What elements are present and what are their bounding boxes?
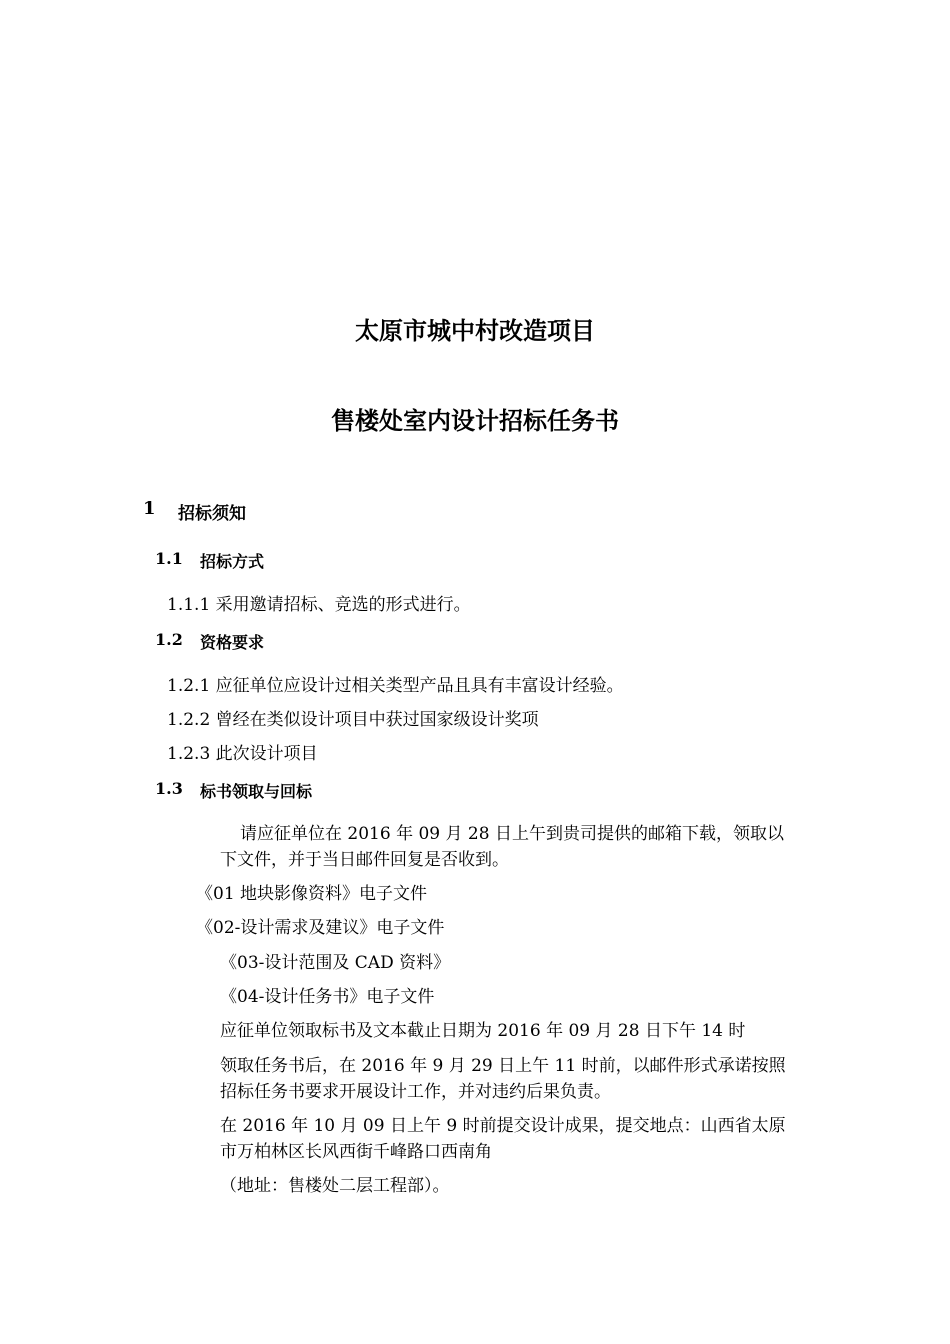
section-1-number: 1 [143, 498, 156, 519]
section-1-1-heading: 招标方式 [200, 552, 265, 571]
section-1-2-number: 1.2 [155, 630, 183, 649]
intro-line-2: 下文件，并于当日邮件回复是否收到。 [220, 850, 509, 870]
deadline-text: 应征单位领取标书及文本截止日期为 2016 年 09 月 28 日下午 14 时 [220, 1021, 746, 1041]
commit-line-1: 领取任务书后，在 2016 年 9 月 29 日上午 11 时前，以邮件形式承诺按照 [220, 1056, 786, 1076]
commit-line-2: 招标任务书要求开展设计工作，并对违约后果负责。 [220, 1082, 611, 1102]
submit-line-2: 市万柏林区长风西街千峰路口西南角 [220, 1142, 492, 1162]
item-1-1-1: 1.1.1 采用邀请招标、竞选的形式进行。 [167, 595, 471, 615]
section-1-2-heading: 资格要求 [200, 633, 265, 652]
item-1-2-1: 1.2.1 应征单位应设计过相关类型产品且具有丰富设计经验。 [167, 676, 624, 696]
document-title-line2: 售楼处室内设计招标任务书 [331, 406, 619, 435]
section-1-1-number: 1.1 [155, 549, 183, 568]
item-1-2-3: 1.2.3 此次设计项目 [167, 744, 318, 764]
intro-line-1: 请应征单位在 2016 年 09 月 28 日上午到贵司提供的邮箱下载，领取以 [240, 824, 784, 844]
file-item-2: 《02-设计需求及建议》电子文件 [196, 918, 445, 938]
section-1-heading: 招标须知 [178, 504, 246, 524]
file-item-1: 《01 地块影像资料》电子文件 [196, 884, 428, 904]
file-item-4: 《04-设计任务书》电子文件 [220, 987, 435, 1007]
address-text: （地址：售楼处二层工程部）。 [220, 1176, 450, 1196]
section-1-3-number: 1.3 [155, 779, 183, 798]
item-1-2-2: 1.2.2 曾经在类似设计项目中获过国家级设计奖项 [167, 710, 539, 730]
document-title-line1: 太原市城中村改造项目 [355, 316, 595, 345]
section-1-3-heading: 标书领取与回标 [200, 782, 313, 801]
file-item-3: 《03-设计范围及 CAD 资料》 [220, 953, 451, 973]
submit-line-1: 在 2016 年 10 月 09 日上午 9 时前提交设计成果，提交地点：山西省太原 [220, 1116, 786, 1136]
